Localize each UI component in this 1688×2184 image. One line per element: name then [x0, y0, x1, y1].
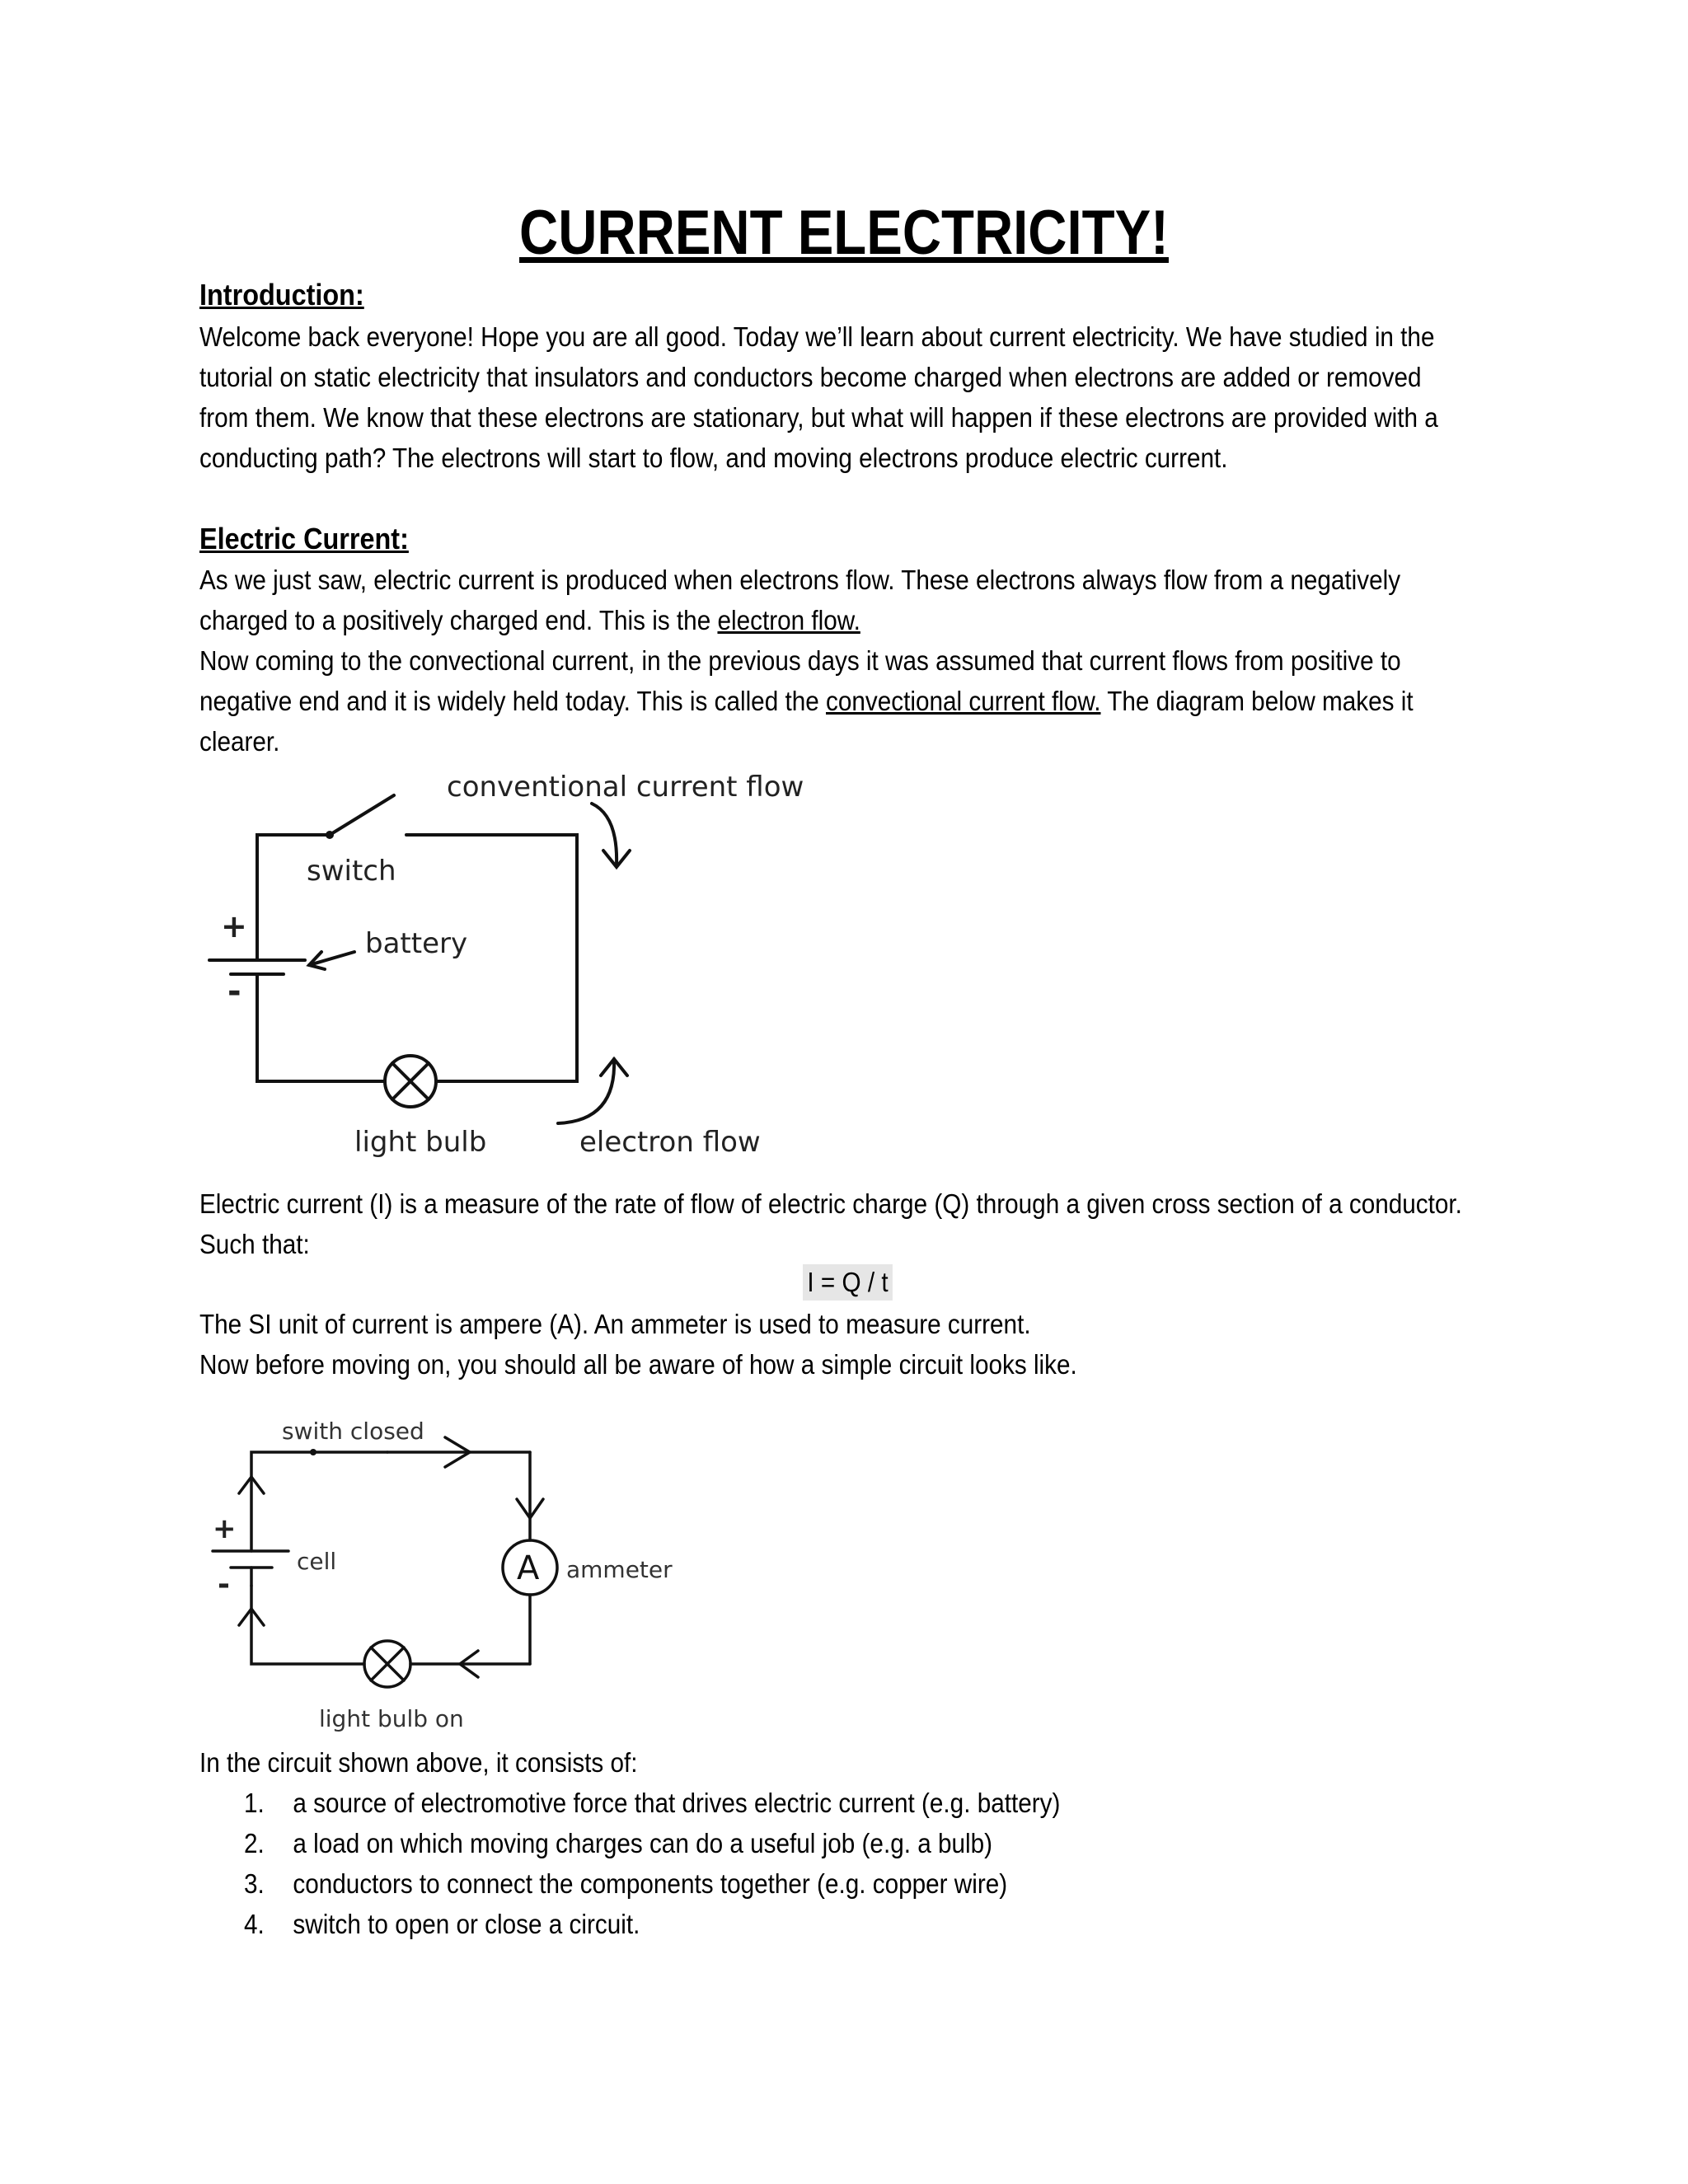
definition-line: The SI unit of current is ampere (A). An ammeter is used to measure current.: [199, 1309, 1031, 1339]
current-heading: Electric Current:: [199, 522, 409, 555]
wire: [257, 974, 385, 1081]
current-formula: I = Q / t: [803, 1264, 893, 1301]
list-item: [244, 1904, 1357, 1944]
intro-line: from them. We know that these electrons are stationary, but what will happen if these electrons are provided with a: [199, 402, 1438, 433]
plus-sign: +: [213, 1512, 237, 1545]
list-item: [244, 1863, 1357, 1904]
components-intro-line: In the circuit shown above, it consists of:: [199, 1747, 638, 1778]
intro-line: conducting path? The electrons will start to flow, and moving electrons produce electric current.: [199, 443, 1228, 473]
definition-line: Electric current (I) is a measure of the rate of flow of electric charge (Q) through a given cross section of a conductor.: [199, 1188, 1462, 1219]
electron-flow-label: electron flow: [579, 1126, 761, 1159]
list-number: 4.: [244, 1909, 265, 1939]
wire: [251, 1452, 313, 1551]
current-flow-diagram: [198, 758, 824, 1170]
conventional-flow-label: conventional current flow: [447, 771, 804, 804]
plus-sign: +: [221, 908, 247, 944]
current-line: Now coming to the convectional current, in the previous days it was assumed that current flows from positive to: [199, 645, 1401, 676]
current-paragraph: [199, 560, 1414, 762]
intro-line: tutorial on static electricity that insulators and conductors become charged when electrons are added or removed: [199, 362, 1422, 392]
current-line: As we just saw, electric current is produced when electrons flow. These electrons always flow from a negatively: [199, 565, 1401, 595]
unit-paragraph: [199, 1304, 1386, 1385]
ammeter-label: ammeter: [566, 1556, 673, 1583]
definition-line: Such that:: [199, 1229, 310, 1259]
minus-sign: -: [227, 972, 241, 1010]
list-text: a source of electromotive force that drives electric current (e.g. battery): [293, 1788, 1061, 1818]
list-item: [244, 1823, 1357, 1863]
current-line: [199, 681, 1414, 721]
switch-pivot: [310, 1449, 316, 1455]
current-text: The diagram below makes it: [1100, 686, 1414, 716]
list-number: 2.: [244, 1828, 265, 1858]
list-text: conductors to connect the components together (e.g. copper wire): [293, 1868, 1008, 1899]
wire: [251, 1586, 364, 1664]
switch-lever: [330, 795, 394, 835]
electron-flow-term: electron flow.: [717, 605, 860, 635]
list-number: 3.: [244, 1868, 265, 1899]
simple-circuit-diagram: [198, 1411, 709, 1741]
components-intro: [199, 1742, 1386, 1783]
switch-pivot: [326, 831, 334, 839]
intro-heading: Introduction:: [199, 278, 364, 312]
intro-paragraph: [199, 316, 1438, 478]
ammeter-letter: A: [517, 1549, 540, 1587]
conventional-flow-arrow: [592, 804, 617, 865]
wire: [257, 835, 330, 960]
battery-label: battery: [365, 927, 468, 960]
current-text: negative end and it is widely held today. This is called the: [199, 686, 827, 716]
switch-closed-label: swith closed: [282, 1418, 424, 1445]
switch-label: switch: [307, 855, 396, 888]
intro-line: Welcome back everyone! Hope you are all good. Today we’ll learn about current electricity. We have studied in the: [199, 321, 1435, 352]
current-line: clearer.: [199, 726, 280, 757]
list-number: 1.: [244, 1788, 265, 1818]
page-title: CURRENT ELECTRICITY!: [519, 198, 1169, 268]
current-line: [199, 600, 1386, 640]
light-bulb-label: light bulb: [354, 1126, 487, 1159]
definition-line: Now before moving on, you should all be aware of how a simple circuit looks like.: [199, 1349, 1077, 1380]
definition-paragraph: [199, 1183, 1462, 1264]
list-text: switch to open or close a circuit.: [293, 1909, 640, 1939]
list-item: [244, 1783, 1357, 1823]
list-text: a load on which moving charges can do a useful job (e.g. a bulb): [293, 1828, 993, 1858]
current-text: charged to a positively charged end. This is the: [199, 605, 718, 635]
conventional-flow-term: convectional current flow.: [826, 686, 1101, 716]
cell-label: cell: [297, 1548, 337, 1575]
components-list: [244, 1783, 1357, 1944]
light-bulb-on-label: light bulb on: [319, 1705, 464, 1732]
minus-sign: -: [218, 1568, 230, 1601]
